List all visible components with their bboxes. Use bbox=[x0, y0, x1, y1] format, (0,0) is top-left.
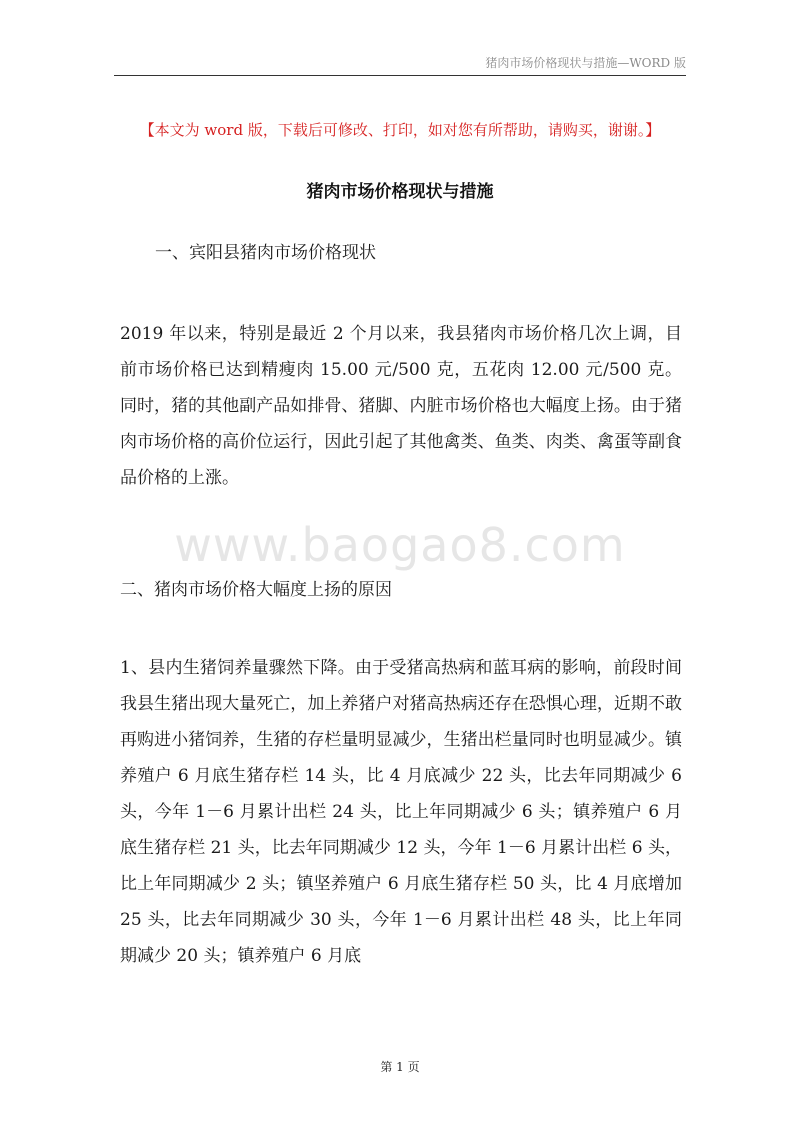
section-1-paragraph: 2019 年以来，特别是最近 2 个月以来，我县猪肉市场价格几次上调，目前市场价格已达到精瘦肉 15.00 元/500 克，五花肉 12.00 元/500 克。同时，猪的其他副产品如排骨、猪脚、内脏市场价格也大幅度上扬。由于猪肉市场价格的高价位运行，因此引起了其他禽类、鱼类、肉类、禽蛋等副食品价格的上涨。 bbox=[120, 324, 682, 488]
header-divider bbox=[114, 75, 686, 76]
section-2-paragraph: 1、县内生猪饲养量骤然下降。由于受猪高热病和蓝耳病的影响，前段时间我县生猪出现大量死亡，加上养猪户对猪高热病还存在恐惧心理，近期不敢再购进小猪饲养，生猪的存栏量明显减少，生猪出栏量同时也明显减少。镇养殖户 6 月底生猪存栏 14 头，比 4 月底减少 22 头，比去年同期减少 6 头，今年 1－6 月累计出栏 24 头，比上年同期减少 6 头；镇养殖户 6 月底生猪存栏 21 头，比去年同期减少 12 头，今年 1－6 月累计出栏 6 头，比上年同期减少 2 头；镇坚养殖户 6 月底生猪存栏 50 头，比 4 月底增加 25 头，比去年同期减少 30 头，今年 1－6 月累计出栏 48 头，比上年同期减少 20 头；镇养殖户 6 月底 bbox=[120, 658, 682, 966]
running-header: 猪肉市场价格现状与措施—WORD 版 bbox=[485, 56, 686, 70]
watermark: www.baogao8.com bbox=[174, 518, 626, 572]
download-notice: 【本文为 word 版，下载后可修改、打印，如对您有所帮助，请购买，谢谢。】 bbox=[139, 121, 661, 139]
section-heading-1: 一、宾阳县猪肉市场价格现状 bbox=[155, 243, 376, 263]
section-heading-2: 二、猪肉市场价格大幅度上扬的原因 bbox=[120, 580, 392, 600]
page-number: 第 1 页 bbox=[380, 1060, 420, 1074]
document-title: 猪肉市场价格现状与措施 bbox=[306, 182, 494, 202]
